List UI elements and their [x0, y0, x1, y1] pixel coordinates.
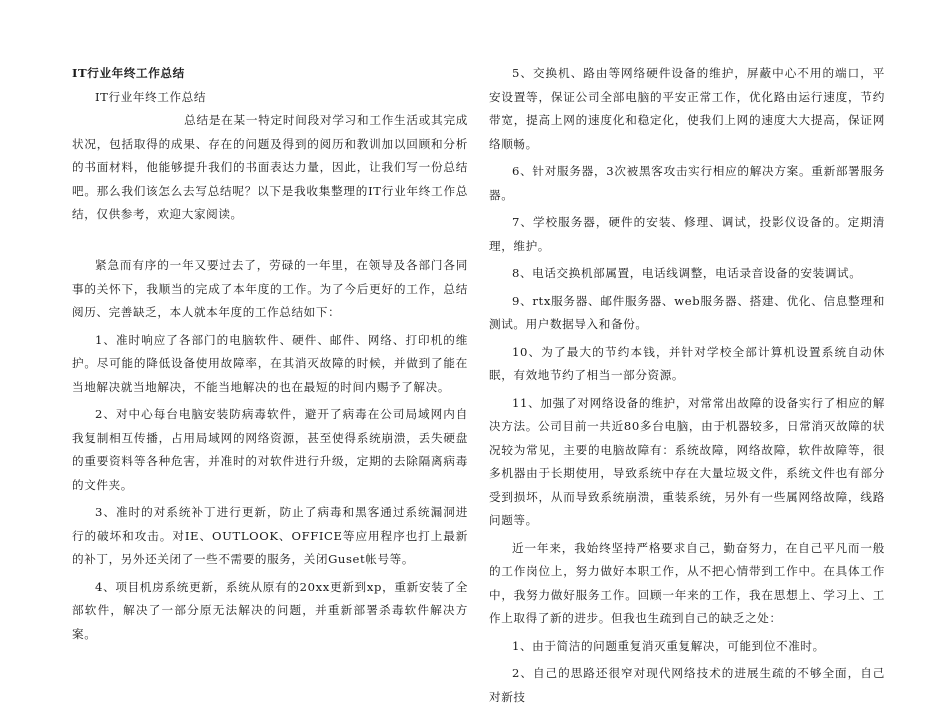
list-item: 7、学校服务器，硬件的安装、修理、调试，投影仪设备的。定期清理，维护。: [489, 215, 885, 253]
list-item: 1、准时响应了各部门的电脑软件、硬件、邮件、网络、打印机的维护。尽可能的降低设备使用故障率，在其消灭故障的时候，并做到了能在当地解决就当地解决，不能当地解决的也在最短的时间内赐予了解决。: [72, 332, 468, 394]
list-item: 3、准时的对系统补丁进行更新，防止了病毒和黑客通过系统漏洞进行的破坏和攻击。对IE、OUTLOOK、OFFICE等应用程序也打上最新的补丁，另外还关闭了一些不需要的服务，关闭Guset帐号等。: [72, 505, 468, 566]
intro-paragraph: [72, 109, 468, 227]
intro-text: 总结是在某一特定时间段对学习和工作生活或其完成状况，包括取得的成果、存在的问题及得到的阅历和教训加以回顾和分析的书面材料，他能够提升我们的书面表达力量，因此，让我们写一份总结吧。那么我们该怎么去写总结呢？以下是我收集整理的IT行业年终工作总结，仅供参考，欢迎大家阅读。: [72, 113, 468, 221]
list-item: 2、自己的思路还很窄对现代网络技术的进展生疏的不够全面，自己对新技: [489, 666, 885, 704]
list-item: 1、由于简洁的问题重复消灭重复解决，可能到位不准时。: [512, 638, 825, 653]
list-item: 10、为了最大的节约本钱，并针对学校全部计算机设置系统自动休眠，有效地节约了相当一部分资源。: [489, 344, 885, 382]
document-title: IT行业年终工作总结: [72, 66, 185, 80]
list-item: 6、针对服务器，3次被黑客攻击实行相应的解决方案。重新部署服务器。: [489, 164, 885, 202]
right-column: [489, 62, 885, 709]
list-item: 2、对中心每台电脑安装防病毒软件，避开了病毒在公司局域网内自我复制相互传播，占用局域网的网络资源，甚至使得系统崩溃，丢失硬盘的重要资料等各种危害，并准时的对软件进行升级，定期的去除隔离病毒的文件夹。: [72, 407, 468, 492]
document-subtitle: IT行业年终工作总结: [95, 89, 207, 104]
list-item: 5、交换机、路由等网络硬件设备的维护，屏蔽中心不用的端口，平安设置等，保证公司全部电脑的平安正常工作，优化路由运行速度，节约带宽，提高上网的速度化和稳定化，使我们上网的速度大大提高，保证网络顺畅。: [489, 66, 885, 151]
list-item: 8、电话交换机部属置，电话线调整，电话录音设备的安装调试。: [512, 266, 862, 280]
list-item: 4、项目机房系统更新，系统从原有的20xx更新到xp，重新安装了全部软件，解决了一部分原无法解决的问题，并重新部署杀毒软件解决方案。: [72, 579, 468, 641]
summary-paragraph: 近一年来，我始终坚持严格要求自己，勤奋努力，在自己平凡而一般的工作岗位上，努力做好本职工作，从不把心情带到工作中。在具体工作中，我努力做好服务工作。回顾一年来的工作，我在思想上、学习上、工作上取得了新的进步。但我也生疏到自己的缺乏之处：: [489, 540, 885, 625]
left-column: [72, 62, 468, 646]
list-item: 11、加强了对网络设备的维护，对常常出故障的设备实行了相应的解决方法。公司目前一共近80多台电脑，由于机器较多，日常消灭故障的状况较为常见，主要的电脑故障有：系统故障，网络故障，软件故障等，很多机器由于长期使用，导致系统中存在大量垃圾文件，系统文件也有部分受到损坏，从而导致系统崩溃，重装系统，另外有一些属网络故障，线路问题等。: [489, 395, 885, 527]
opening-paragraph: 紧急而有序的一年又要过去了，劳碌的一年里，在领导及各部门各同事的关怀下，我顺当的完成了本年度的工作。为了今后更好的工作，总结阅历、完善缺乏，本人就本年度的工作总结如下：: [72, 258, 468, 319]
list-item: 9、rtx服务器、邮件服务器、web服务器、搭建、优化、信息整理和测试。用户数据导入和备份。: [489, 293, 885, 331]
